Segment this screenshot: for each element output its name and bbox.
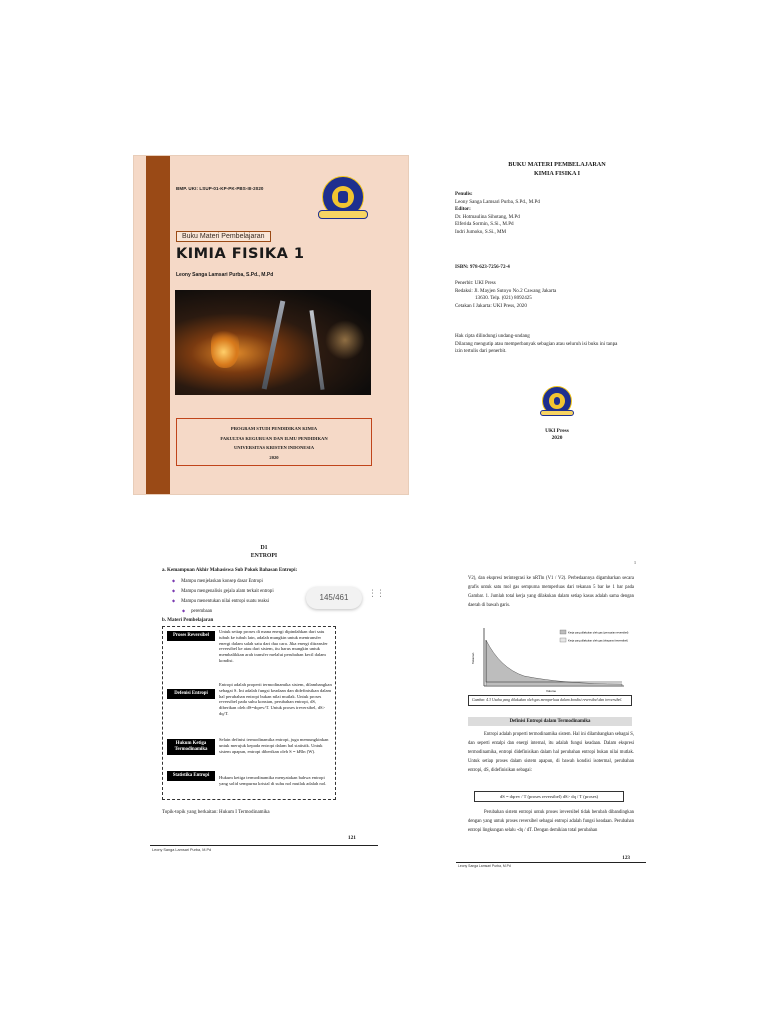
x-axis-label: Volume — [546, 689, 557, 693]
topic-text: Entropi adalah properti termodinamika sistem, dilambangkan sebagai S. Ini adalah fungsi keadaan dan didefinisikan dalam hal perubahan entropi bukan nilai mutlak. Untuk proses reversibel pada suhu konstan, perubahan entropi, dS, diberikan oleh dS=dqrev/T. Untuk proses ireversibel, dS> dq/T. — [219, 682, 332, 716]
page-mark: 1 — [634, 560, 636, 565]
topic-text: Hukum ketiga termodinamika menyatakan bahwa entropi yang solid sempurna kristal di suhu nol mutlak adalah nol. — [219, 775, 327, 786]
cover-program-box — [176, 418, 372, 466]
editor-name: Elferida Sormin, S.Si., M.Pd — [455, 221, 514, 228]
redaksi: Redaksi: Jl. Mayjen Sutoyo No.2 Cawang Jakarta — [455, 287, 557, 294]
program-line: UNIVERSITAS KRISTEN INDONESIA — [233, 445, 315, 450]
goal-list — [172, 576, 322, 616]
cover-page — [134, 156, 408, 494]
program-line: PROGRAM STUDI PENDIDIKAN KIMIA — [230, 426, 318, 431]
redaksi-2: 13630. Telp. (021) 8092425 — [475, 295, 532, 302]
topic-label: Proses Reversibel — [167, 631, 215, 641]
editor-label: Editor: — [455, 206, 471, 213]
press-line: UKI Press — [545, 428, 569, 434]
info-title-line: KIMIA FISIKA I — [533, 169, 581, 177]
paragraph: Perubahan sistem entropi untuk proses ireversibel tidak berubah dibandingkan dengan yang untuk proses reversibel sebagai entropi adalah fungsi keadaan. Perubahan entropi lingkungan selalu -dq / dT. Dengan demikian total perubahan — [468, 810, 634, 833]
materials-frame — [162, 626, 336, 800]
footer-rule — [456, 862, 646, 863]
publication-info-page — [432, 128, 682, 490]
chapter-title: ENTROPI — [250, 553, 278, 559]
topic-label: Statistika Entropi — [167, 771, 215, 781]
goal-item: ◆ Mampu menjelaskan konsep dasar Entropi — [172, 576, 322, 586]
topic-text: Selain definisi termodinamika entropi, juga memungkinkan untuk merujuk kepada entropi dalam hal statistik. Untuk sistem apapun, entropi diberikan oleh S = kBln (W). — [219, 737, 329, 754]
goal-item: ◆ Mampu menentukan nilai entropi suatu reaksi — [172, 596, 322, 606]
cover-author: Leony Sanga Lamsari Purba, S.Pd., M.Pd — [176, 272, 274, 278]
uki-logo-icon — [542, 386, 572, 416]
section-a-heading: a. Kemampuan Akhir Mahasiswa Sub Pokok Bahasan Entropi: — [162, 568, 298, 573]
credits-block — [455, 191, 540, 237]
isbn — [455, 264, 510, 272]
larangan-2: izin tertulis dari penerbit. — [455, 348, 507, 355]
page-footer: Leony Sanga Lamsari Purba, M.Pd — [458, 864, 511, 868]
editor-name: Dr. Hotmaulina Sihotang, M.Pd — [455, 213, 520, 220]
flask-icon — [211, 328, 239, 368]
chapter-page — [150, 534, 384, 864]
section-b-heading: b. Materi Pembelajaran — [162, 618, 214, 623]
page-number: 123 — [622, 855, 630, 861]
press-name — [432, 428, 682, 442]
equation-box: dS = dqrev / T (proses reversibel) dS> dq / T (proses) — [474, 791, 624, 802]
cover-spine — [146, 156, 170, 494]
penerbit: Penerbit: UKI Press — [455, 280, 496, 286]
section-subheading: Definisi Entropi dalam Termodinamika — [468, 717, 632, 726]
cover-code: BMP. UKI: LSUP-01-KP-PK-PBS-III-2020 — [176, 186, 264, 191]
info-title — [432, 161, 682, 178]
larangan: Dilarang mengutip atau memperbanyak sebagian atau seluruh isi buku ini tanpa — [455, 340, 618, 347]
work-diagram — [464, 620, 634, 696]
y-axis-label: Tekanan — [471, 652, 475, 664]
penulis-label: Penulis: — [455, 191, 473, 197]
page-indicator[interactable]: 145/461 — [306, 587, 362, 609]
paragraph: V2), dan ekspresi terintegrasi ke nRTln (V1 / V2). Perbedaannya digambarkan secara grafis untuk satu mol gas sempurna memperluas dari tekanan 5 bar ke 1 bar pada Gambar. 1. Jumlah total kerja yang dilakukan dalam setiap kasus adalah sama dengan daerah di bawah garis. — [468, 576, 634, 608]
chapter-heading — [150, 544, 378, 560]
isbn-text: ISBN: 978-623-7256-72-4 — [455, 264, 510, 270]
legend-item: Kerja yang dilakukan oleh gas (ekspansi ireversibel) — [568, 639, 628, 643]
footer-rule — [150, 845, 378, 846]
press-line: 2020 — [551, 435, 563, 441]
topic-label: Hukum Ketiga Termodinamika — [167, 739, 215, 755]
page-number: 121 — [347, 835, 356, 841]
related-topics-text: Topik-topik yang berkaitan: Hukum I Termodinamika — [162, 810, 270, 815]
program-line: 2020 — [269, 454, 279, 460]
program-line: FAKULTAS KEGURUAN DAN ILMU PENDIDIKAN — [220, 435, 328, 441]
related-topics — [162, 810, 270, 815]
cetakan: Cetakan I Jakarta: UKI Press, 2020 — [455, 302, 527, 309]
goal-item: ◆ perembaan — [172, 606, 322, 616]
copyright-block — [455, 333, 617, 356]
penulis-name: Leony Sanga Lamsari Purba, S.Pd., M.Pd — [455, 198, 540, 205]
info-title-line: BUKU MATERI PEMBELAJARAN — [508, 161, 606, 168]
hak-cipta: Hak cipta dilindungi undang-undang — [455, 333, 530, 339]
definition-page — [456, 560, 646, 870]
topic-label: Defenisi Entropi — [167, 689, 215, 699]
uki-logo-icon — [322, 176, 364, 218]
paragraph: Entropi adalah properti termodinamika sistem. Hal ini dilambangkan sebagai S, dan seperti entalpi dan energi internal, itu adalah fungsi keadaan. Dalam ekspresi termodinamika, entropi didefinisikan dalam hal perubahan entropi bukan nilai mutlak. Untuk setiap proses dalam sistem apapun, di bawah kondisi isotermal, perubahan entropi, dS, didefinisikan sebagai: — [468, 732, 634, 773]
topic-text: Untuk setiap proses di mana energi dipindahkan dari satu tubuh ke tubuh lain, adalah mungkin untuk mentransfer energi dalam salah satu dari dua cara. Jika energi ditransfer reversibel ke atau dari sistem, itu harus mungkin untuk membalikkan arah transfer melalui perubahan kecil dalam kondisi. — [219, 629, 328, 663]
chapter-number: D1 — [260, 545, 268, 551]
drag-handle-icon[interactable]: ⋮⋮ — [368, 589, 384, 599]
page-footer: Leony Sanga Lamsari Purba, M.Pd — [152, 848, 212, 852]
legend-item: Kerja yang dilakukan oleh gas (pemuaian reversibel) — [568, 631, 629, 635]
goal-item: ◆ Mampu mengenalisis gejala alam terkait entropi — [172, 586, 322, 596]
figure-caption: Gambar. 4.3 Usaha yang dilakukan oleh gas memperluas dalam kondisi reversibel dan ireversibel. — [468, 695, 632, 706]
cover-badge: Buku Materi Pembelajaran — [176, 231, 271, 242]
publisher-block — [455, 280, 556, 310]
cover-title: KIMIA FISIKA 1 — [176, 246, 305, 262]
cover-photo — [175, 290, 371, 395]
editor-name: Indri Jumoko, S.Si., MM — [455, 228, 507, 235]
